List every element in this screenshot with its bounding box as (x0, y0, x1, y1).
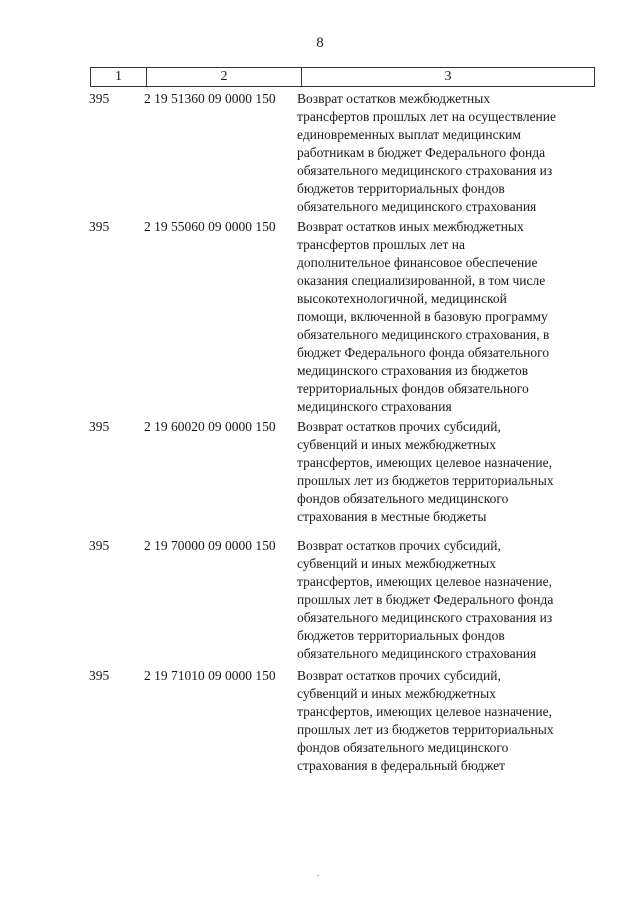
revenue-name-line: субвенций и иных межбюджетных (297, 556, 496, 571)
revenue-name-line: помощи, включенной в базовую программу (297, 309, 548, 324)
revenue-name-line: бюджетов территориальных фондов (297, 628, 505, 643)
table-header (90, 67, 595, 87)
header-col-1: 1 (91, 68, 147, 86)
admin-code: 395 (89, 538, 110, 553)
revenue-name-line: страхования в местные бюджеты (297, 509, 487, 524)
revenue-name-line: Возврат остатков прочих субсидий, (297, 668, 501, 683)
admin-code: 395 (89, 419, 110, 434)
revenue-name-line: страхования в федеральный бюджет (297, 758, 506, 773)
revenue-name-line: Возврат остатков прочих субсидий, (297, 419, 501, 434)
revenue-name (297, 537, 597, 663)
revenue-name-line: прошлых лет из бюджетов территориальных (297, 722, 554, 737)
revenue-name-line: медицинского страхования из бюджетов (297, 363, 529, 378)
revenue-name-line: прошлых лет в бюджет Федерального фонда (297, 592, 554, 607)
revenue-name (297, 218, 597, 416)
header-col-3: 3 (444, 69, 452, 84)
budget-classification-code: 2 19 71010 09 0000 150 (144, 668, 276, 683)
revenue-name-line: Возврат остатков межбюджетных (297, 91, 491, 106)
admin-code: 395 (89, 219, 110, 234)
revenue-name-line: Возврат остатков прочих субсидий, (297, 538, 501, 553)
revenue-name-line: трансфертов прошлых лет на (297, 237, 465, 252)
revenue-name-line: обязательного медицинского страхования из (297, 163, 553, 178)
scan-speck (317, 875, 319, 876)
budget-classification-code: 2 19 60020 09 0000 150 (144, 419, 276, 434)
budget-classification-code: 2 19 70000 09 0000 150 (144, 538, 276, 553)
revenue-name-line: медицинского страхования (297, 399, 452, 414)
revenue-name-line: трансфертов, имеющих целевое назначение, (297, 574, 553, 589)
revenue-name-line: оказания специализированной, в том числе (297, 273, 546, 288)
revenue-name-line: фондов обязательного медицинского (297, 491, 509, 506)
revenue-name-line: дополнительное финансовое обеспечение (297, 255, 538, 270)
page-number: 8 (316, 35, 324, 51)
admin-code: 395 (89, 91, 110, 106)
revenue-name-line: бюджет Федерального фонда обязательного (297, 345, 550, 360)
revenue-name-line: высокотехнологичной, медицинской (297, 291, 507, 306)
revenue-name-line: субвенций и иных межбюджетных (297, 437, 496, 452)
budget-classification-code: 2 19 51360 09 0000 150 (144, 91, 276, 106)
revenue-name-line: обязательного медицинского страхования (297, 646, 537, 661)
revenue-name (297, 90, 597, 216)
revenue-name-line: обязательного медицинского страхования, в (297, 327, 550, 342)
revenue-name-line: Возврат остатков иных межбюджетных (297, 219, 524, 234)
admin-code: 395 (89, 668, 110, 683)
revenue-name (297, 418, 597, 526)
revenue-name (297, 667, 597, 775)
revenue-name-line: бюджетов территориальных фондов (297, 181, 505, 196)
revenue-name-line: трансфертов, имеющих целевое назначение, (297, 704, 553, 719)
revenue-name-line: работникам в бюджет Федерального фонда (297, 145, 546, 160)
revenue-name-line: фондов обязательного медицинского (297, 740, 509, 755)
budget-classification-code: 2 19 55060 09 0000 150 (144, 219, 276, 234)
header-col-2: 2 (147, 68, 302, 86)
revenue-name-line: субвенций и иных межбюджетных (297, 686, 496, 701)
revenue-name-line: прошлых лет из бюджетов территориальных (297, 473, 554, 488)
revenue-name-line: единовременных выплат медицинским (297, 127, 521, 142)
revenue-name-line: территориальных фондов обязательного (297, 381, 529, 396)
revenue-name-line: трансфертов прошлых лет на осуществление (297, 109, 556, 124)
revenue-name-line: обязательного медицинского страхования из (297, 610, 553, 625)
revenue-name-line: трансфертов, имеющих целевое назначение, (297, 455, 553, 470)
revenue-name-line: обязательного медицинского страхования (297, 199, 537, 214)
